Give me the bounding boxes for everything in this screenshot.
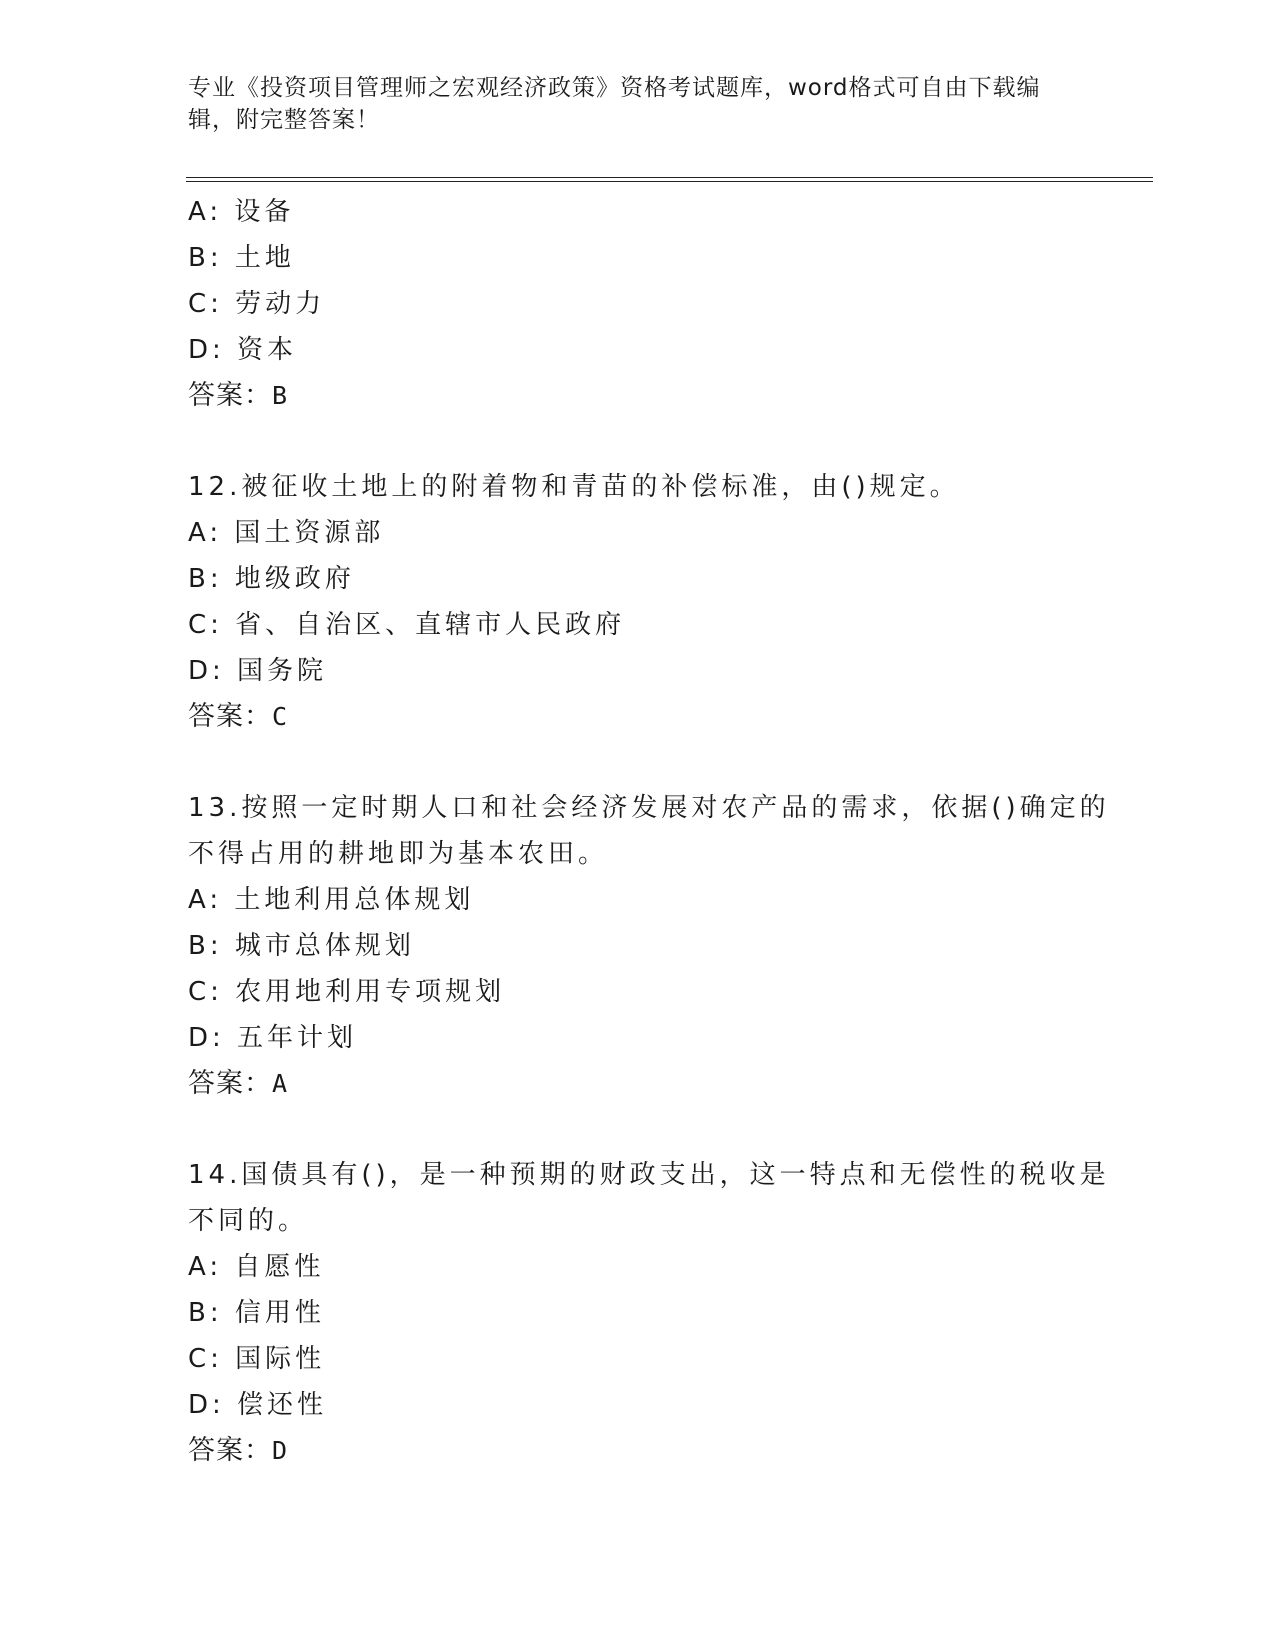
option-d: D: 五年计划 — [188, 1023, 358, 1053]
option-d: D: 偿还性 — [188, 1390, 328, 1420]
question-block-13 — [188, 785, 1110, 1107]
option-c: C: 农用地利用专项规划 — [188, 977, 506, 1007]
answer-label: 答案： — [188, 701, 272, 732]
answer-label: 答案： — [188, 380, 272, 411]
answer-value: A — [272, 1069, 289, 1098]
answer-line — [188, 694, 1088, 740]
option-b: B: 地级政府 — [188, 564, 355, 594]
question-block-14 — [188, 1152, 1110, 1474]
option-a: A: 设备 — [188, 197, 295, 227]
answer-label: 答案： — [188, 1068, 272, 1099]
question-text-line-1: 14.国债具有()，是一种预期的财政支出，这一特点和无偿性的税收是 — [188, 1160, 1110, 1190]
answer-value: D — [272, 1436, 289, 1465]
question-block-prev — [188, 189, 1088, 419]
answer-label: 答案： — [188, 1435, 272, 1466]
option-c: C: 劳动力 — [188, 289, 326, 319]
answer-line — [188, 373, 1088, 419]
question-text: 12.被征收土地上的附着物和青苗的补偿标准，由()规定。 — [188, 472, 960, 502]
option-a: A: 土地利用总体规划 — [188, 885, 475, 915]
option-b: B: 信用性 — [188, 1298, 325, 1328]
option-b: B: 城市总体规划 — [188, 931, 415, 961]
answer-value: C — [272, 702, 289, 731]
option-d: D: 国务院 — [188, 656, 328, 686]
option-b: B: 土地 — [188, 243, 295, 273]
option-c: C: 省、自治区、直辖市人民政府 — [188, 610, 626, 640]
answer-line — [188, 1428, 1088, 1474]
option-d: D: 资本 — [188, 335, 298, 365]
answer-line — [188, 1061, 1088, 1107]
question-text-line-1: 13.按照一定时期人口和社会经济发展对农产品的需求，依据()确定的 — [188, 793, 1110, 823]
question-text-line-2: 不同的。 — [188, 1206, 309, 1236]
option-a: A: 自愿性 — [188, 1252, 325, 1282]
option-c: C: 国际性 — [188, 1344, 326, 1374]
answer-value: B — [272, 381, 289, 410]
page-header: 专业《投资项目管理师之宏观经济政策》资格考试题库，word格式可自由下载编辑，附完整答案！ — [188, 75, 1041, 133]
header-divider — [186, 177, 1153, 182]
question-text-line-2: 不得占用的耕地即为基本农田。 — [188, 839, 609, 869]
question-list — [188, 189, 1110, 1474]
question-block-12 — [188, 464, 1088, 740]
option-a: A: 国土资源部 — [188, 518, 385, 548]
